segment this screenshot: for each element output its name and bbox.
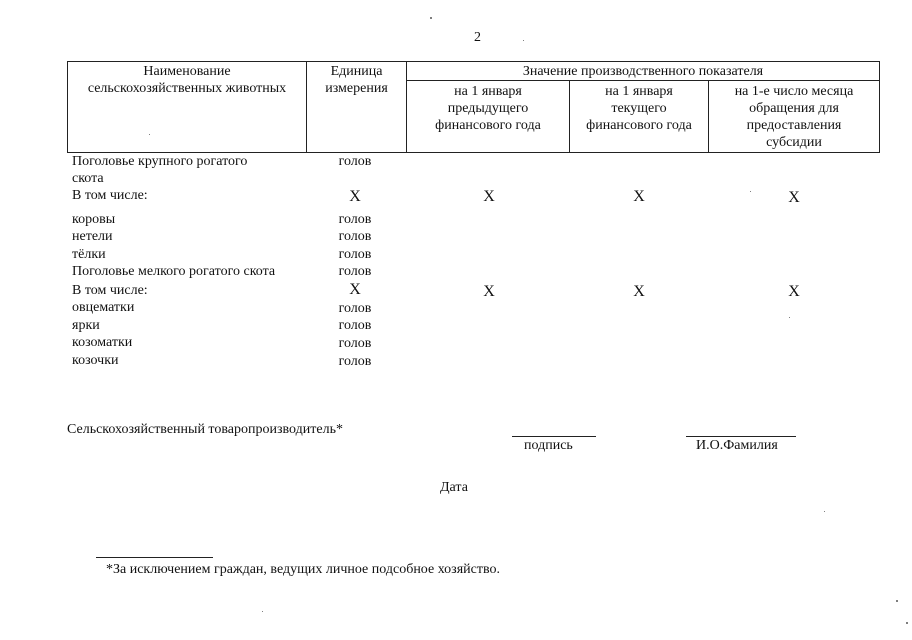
- scan-speck: [523, 40, 524, 41]
- scan-speck: [750, 191, 751, 192]
- row-unit: голов: [338, 318, 372, 333]
- row-unit: голов: [338, 229, 372, 244]
- page-number: 2: [474, 30, 481, 45]
- row-value-col1: Х: [483, 283, 495, 300]
- row-name: козочки: [72, 353, 119, 368]
- row-value-col2: Х: [633, 188, 645, 205]
- row-unit: голов: [338, 154, 372, 169]
- name-caption: И.О.Фамилия: [696, 438, 778, 453]
- scan-speck: [149, 134, 150, 135]
- header-name-label: Наименование сельскохозяйственных животных: [87, 64, 287, 96]
- scan-speck: [789, 317, 790, 318]
- header-col1-label: на 1 января предыдущего финансового года: [435, 84, 541, 133]
- producer-label: Сельскохозяйственный товаропроизводитель*: [67, 422, 343, 437]
- row-unit: голов: [338, 354, 372, 369]
- row-name: Поголовье мелкого рогатого скота: [72, 264, 276, 279]
- row-name: козоматки: [72, 335, 133, 350]
- row-unit: голов: [338, 264, 372, 279]
- scan-speck: [896, 600, 898, 602]
- header-value-group-label: Значение производственного показателя: [522, 64, 764, 79]
- row-value-col2: Х: [633, 283, 645, 300]
- row-name: коровы: [72, 212, 116, 227]
- footnote-divider: [96, 557, 213, 558]
- scan-speck: [906, 622, 908, 624]
- row-name: нетели: [72, 229, 113, 244]
- scan-speck: [262, 611, 263, 612]
- signature-caption: подпись: [524, 438, 573, 453]
- row-value-col1: Х: [483, 188, 495, 205]
- signature-line: [512, 436, 596, 437]
- row-unit: голов: [338, 301, 372, 316]
- name-line: [686, 436, 796, 437]
- row-unit: Х: [349, 188, 361, 205]
- footnote-text: *За исключением граждан, ведущих личное подсобное хозяйство.: [106, 562, 500, 577]
- row-unit: голов: [338, 247, 372, 262]
- row-name: тёлки: [72, 247, 106, 262]
- row-name: овцематки: [72, 300, 135, 315]
- scan-speck: [824, 511, 825, 512]
- row-name: ярки: [72, 318, 100, 333]
- row-name: В том числе:: [72, 188, 148, 203]
- scan-speck: [430, 17, 432, 19]
- row-value-col3: Х: [788, 189, 800, 206]
- row-name: Поголовье крупного рогатого: [72, 154, 248, 169]
- row-name: В том числе:: [72, 283, 148, 298]
- row-unit: Х: [349, 281, 361, 298]
- header-col3-label: на 1-е число месяца обращения для предоставления субсидии: [734, 84, 854, 150]
- date-label: Дата: [440, 480, 468, 495]
- row-unit: голов: [338, 336, 372, 351]
- row-unit: голов: [338, 212, 372, 227]
- row-value-col3: Х: [788, 283, 800, 300]
- header-unit-label: Единица измерения: [325, 64, 388, 96]
- row-name: скота: [72, 171, 104, 186]
- header-col2-label: на 1 января текущего финансового года: [586, 84, 692, 133]
